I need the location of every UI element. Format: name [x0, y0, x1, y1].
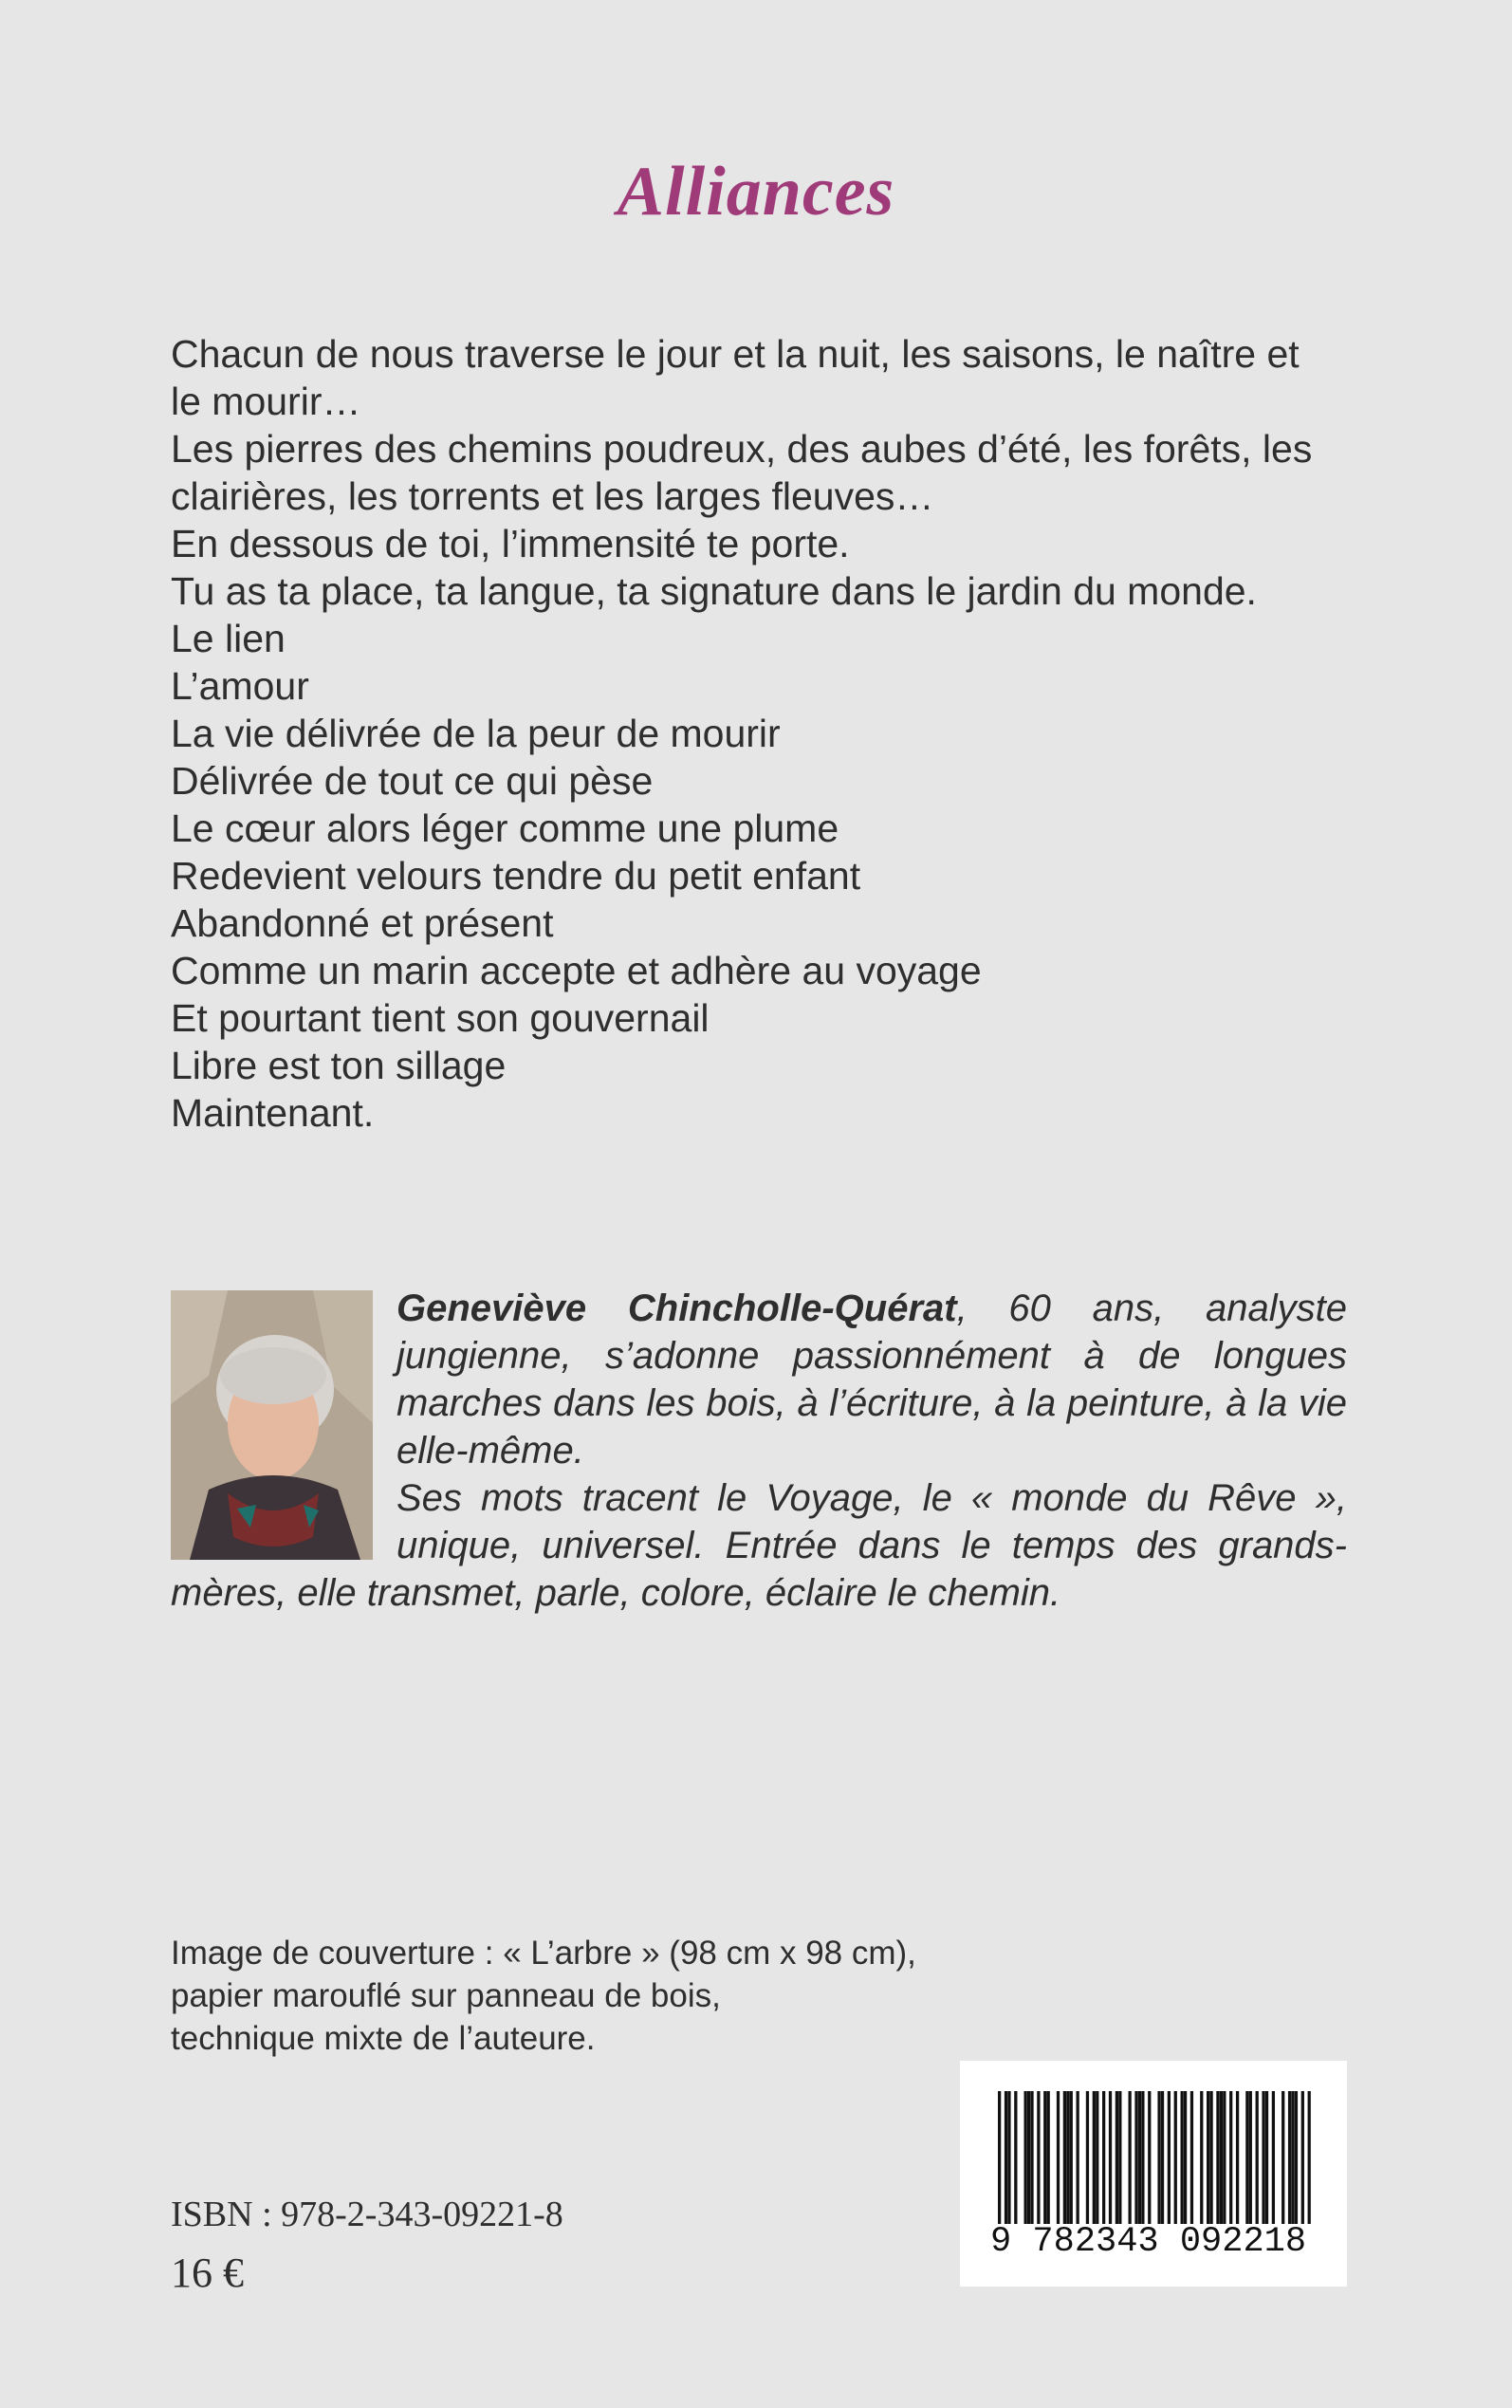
barcode-bar	[1223, 2091, 1226, 2224]
barcode-bar	[1043, 2091, 1046, 2224]
poem-line: Libre est ton sillage	[171, 1044, 507, 1087]
barcode-bar	[1116, 2091, 1118, 2224]
author-name: Geneviève Chincholle-Quérat	[396, 1287, 957, 1329]
poem-line: Le lien	[171, 617, 286, 660]
barcode-bar	[1216, 2091, 1219, 2224]
barcode-bar	[1134, 2091, 1137, 2224]
barcode-bar	[1093, 2091, 1096, 2224]
barcode-bar	[1249, 2091, 1252, 2224]
barcode-bar	[1024, 2091, 1027, 2224]
barcode-bars	[998, 2091, 1311, 2224]
barcode-bar	[1063, 2091, 1066, 2224]
barcode-bar	[1262, 2091, 1264, 2224]
barcode-bar	[1157, 2091, 1160, 2224]
barcode-bar	[1265, 2091, 1268, 2224]
barcode	[960, 2061, 1347, 2287]
barcode-bar	[1005, 2091, 1007, 2224]
barcode-bar	[1184, 2091, 1187, 2224]
barcode-bar	[1047, 2091, 1050, 2224]
barcode-bar	[1288, 2091, 1291, 2224]
bio-text-1: , 60 ans, analyste jungienne, s’adonne passionnément à de longues marches dans les bois, à l’écriture, à la peinture, à la vie elle-même.	[396, 1287, 1347, 1472]
barcode-bar	[1220, 2091, 1223, 2224]
barcode-bar	[1138, 2091, 1141, 2224]
barcode-bar	[1272, 2091, 1275, 2224]
barcode-bar	[1007, 2091, 1010, 2224]
poem-line: L’amour	[171, 664, 309, 708]
credit-line: papier marouflé sur panneau de bois,	[171, 1977, 721, 2014]
poem-line: La vie délivrée de la peur de mourir	[171, 712, 781, 755]
barcode-bar	[1301, 2091, 1304, 2224]
barcode-bar	[1129, 2091, 1132, 2224]
poem-line: Tu as ta place, ta langue, ta signature dans le jardin du monde.	[171, 569, 1257, 613]
barcode-bar	[1077, 2091, 1079, 2224]
poem-line: Redevient velours tendre du petit enfant	[171, 854, 861, 898]
barcode-bar	[1308, 2091, 1311, 2224]
isbn-text: ISBN : 978-2-343-09221-8	[171, 2195, 563, 2234]
bio-text-2: Ses mots tracent le Voyage, le « monde du Rêve », unique, universel. Entrée dans le temps des grands-mères, elle transmet, parle, colore, éclaire le chemin.	[171, 1477, 1347, 1614]
barcode-bar	[1256, 2091, 1259, 2224]
cover-credits	[171, 1932, 1024, 2060]
poem-line: Délivrée de tout ce qui pèse	[171, 759, 654, 803]
barcode-bar	[1070, 2091, 1073, 2224]
barcode-bar	[1102, 2091, 1105, 2224]
barcode-bar	[1209, 2091, 1212, 2224]
barcode-bar	[1161, 2091, 1164, 2224]
barcode-bar	[1014, 2091, 1017, 2224]
price-text: 16 €	[171, 2250, 244, 2296]
barcode-bar	[1295, 2091, 1298, 2224]
barcode-bar	[1030, 2091, 1033, 2224]
barcode-number: 9 782343 092218	[990, 2222, 1307, 2262]
barcode-bar	[1086, 2091, 1089, 2224]
barcode-bar	[1066, 2091, 1069, 2224]
barcode-bar	[1236, 2091, 1239, 2224]
barcode-bar	[1200, 2091, 1203, 2224]
credit-line: technique mixte de l’auteure.	[171, 2020, 596, 2057]
poem-line: Les pierres des chemins poudreux, des aubes d’été, les forêts, les	[171, 427, 1313, 471]
barcode-bar	[1057, 2091, 1060, 2224]
poem-line: Comme un marin accepte et adhère au voyage	[171, 949, 982, 992]
barcode-bar	[1037, 2091, 1040, 2224]
barcode-bar	[1148, 2091, 1151, 2224]
poem-text	[171, 330, 1347, 1137]
barcode-bar	[1245, 2091, 1248, 2224]
poem-line: clairières, les torrents et les larges fleuves…	[171, 474, 934, 518]
poem-line: Maintenant.	[171, 1091, 375, 1135]
book-title: Alliances	[617, 153, 895, 231]
barcode-bar	[1207, 2091, 1209, 2224]
poem-line: le mourir…	[171, 380, 361, 423]
barcode-bar	[998, 2091, 1001, 2224]
barcode-bar	[1282, 2091, 1284, 2224]
barcode-bar	[1027, 2091, 1030, 2224]
poem-line: Chacun de nous traverse le jour et la nuit, les saisons, le naître et	[171, 332, 1300, 376]
barcode-bar	[1141, 2091, 1144, 2224]
barcode-bar	[1118, 2091, 1121, 2224]
credit-line: Image de couverture : « L’arbre » (98 cm x 98 cm),	[171, 1935, 916, 1972]
author-bio	[171, 1285, 1347, 1617]
barcode-bar	[1168, 2091, 1171, 2224]
barcode-bar	[1096, 2091, 1098, 2224]
barcode-bar	[1174, 2091, 1177, 2224]
poem-line: Le cœur alors léger comme une plume	[171, 806, 839, 850]
poem-line: En dessous de toi, l’immensité te porte.	[171, 522, 850, 565]
barcode-bar	[1181, 2091, 1184, 2224]
barcode-bar	[1291, 2091, 1294, 2224]
barcode-bar	[1190, 2091, 1193, 2224]
poem-line: Et pourtant tient son gouvernail	[171, 996, 710, 1040]
barcode-bar	[1109, 2091, 1112, 2224]
barcode-bar	[1229, 2091, 1232, 2224]
poem-line: Abandonné et présent	[171, 901, 554, 945]
